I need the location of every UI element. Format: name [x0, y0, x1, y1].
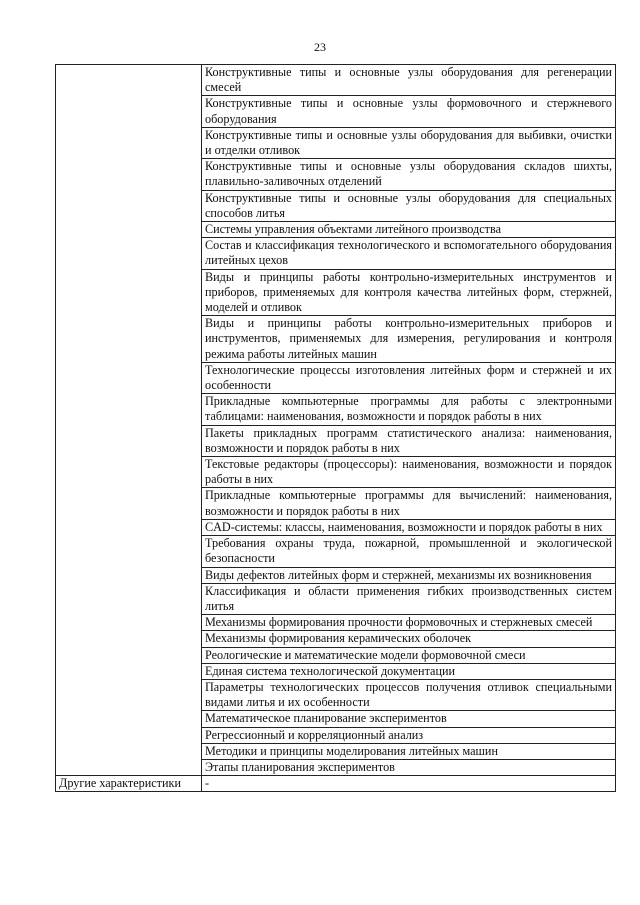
requirement-item: Конструктивные типы и основные узлы оборудования для выбивки, очистки и отделки отливок [202, 127, 616, 158]
requirement-item: Механизмы формирования прочности формовочных и стержневых смесей [202, 615, 616, 631]
requirement-item: Механизмы формирования керамических оболочек [202, 631, 616, 647]
requirement-item: Требования охраны труда, пожарной, промышленной и экологической безопасности [202, 536, 616, 567]
requirement-item: Конструктивные типы и основные узлы формовочного и стержневого оборудования [202, 96, 616, 127]
requirement-item: Состав и классификация технологического и вспомогательного оборудования литейных цехов [202, 238, 616, 269]
requirement-item: Виды и принципы работы контрольно-измерительных приборов и инструментов, применяемых для измерения, регулирования и контроля режима работы литейных машин [202, 316, 616, 363]
page-number: 23 [314, 40, 326, 54]
requirement-item: Конструктивные типы и основные узлы оборудования складов шихты, плавильно-заливочных отделений [202, 159, 616, 190]
requirement-item: Классификация и области применения гибких производственных систем литья [202, 583, 616, 614]
requirement-item: Пакеты прикладных программ статистического анализа: наименования, возможности и порядок работы в них [202, 425, 616, 456]
requirement-item: Виды дефектов литейных форм и стержней, механизмы их возникновения [202, 567, 616, 583]
requirement-item: Конструктивные типы и основные узлы оборудования для регенерации смесей [202, 65, 616, 96]
other-characteristics-label: Другие характеристики [56, 776, 202, 792]
requirement-item: Методики и принципы моделирования литейных машин [202, 743, 616, 759]
requirement-item: CAD-системы: классы, наименования, возможности и порядок работы в них [202, 519, 616, 535]
requirements-label-cell [56, 65, 202, 776]
table-row [56, 776, 616, 792]
requirement-item: Технологические процессы изготовления литейных форм и стержней и их особенности [202, 362, 616, 393]
requirement-item: Прикладные компьютерные программы для вычислений: наименования, возможности и порядок работы в них [202, 488, 616, 519]
requirement-item: Виды и принципы работы контрольно-измерительных инструментов и приборов, применяемых для контроля качества литейных форм, стержней, моделей и отливок [202, 269, 616, 316]
requirement-item: Математическое планирование экспериментов [202, 711, 616, 727]
requirement-item: Конструктивные типы и основные узлы оборудования для специальных способов литья [202, 190, 616, 221]
requirement-item: Системы управления объектами литейного производства [202, 222, 616, 238]
requirement-item: Реологические и математические модели формовочной смеси [202, 647, 616, 663]
requirement-item: Регрессионный и корреляционный анализ [202, 727, 616, 743]
requirement-item: Этапы планирования экспериментов [202, 759, 616, 775]
requirement-item: Параметры технологических процессов получения отливок специальными видами литья и их особенности [202, 679, 616, 710]
requirement-item: Прикладные компьютерные программы для работы с электронными таблицами: наименования, возможности и порядок работы в них [202, 394, 616, 425]
table-row [56, 65, 616, 96]
requirement-item: Единая система технологической документации [202, 663, 616, 679]
requirement-item: Текстовые редакторы (процессоры): наименования, возможности и порядок работы в них [202, 457, 616, 488]
other-characteristics-value: - [202, 776, 616, 792]
requirements-table [55, 64, 616, 792]
